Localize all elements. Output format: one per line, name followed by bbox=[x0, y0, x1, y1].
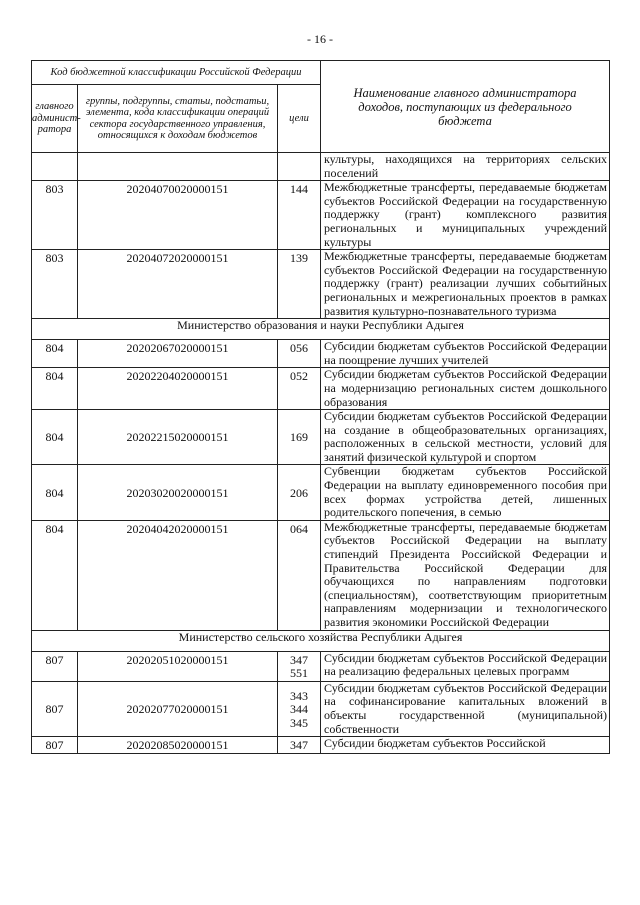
admin-code-cell: 807 bbox=[32, 681, 78, 736]
target-code-cell bbox=[278, 737, 321, 754]
admin-code-cell: 804 bbox=[32, 520, 78, 630]
table-row bbox=[32, 465, 610, 520]
table-row bbox=[32, 737, 610, 754]
table-row bbox=[32, 153, 610, 181]
target-code-cell bbox=[278, 340, 321, 368]
revenue-name-cell: Субсидии бюджетам субъектов Российской Федерации на модернизацию региональных систем дошкольного образования bbox=[321, 368, 610, 410]
target-code: 056 bbox=[290, 341, 308, 356]
admin-code-cell: 807 bbox=[32, 651, 78, 681]
target-code-cell bbox=[278, 520, 321, 630]
admin-code-cell: 804 bbox=[32, 340, 78, 368]
table-body bbox=[32, 153, 610, 754]
classification-code-cell: 20204072020000151 bbox=[78, 250, 278, 319]
target-code-cell bbox=[278, 681, 321, 736]
admin-code-cell: 804 bbox=[32, 465, 78, 520]
header-group-title: Код бюджетной классификации Российской Федерации bbox=[32, 61, 321, 85]
admin-code-cell bbox=[32, 153, 78, 181]
revenue-name-cell: культуры, находящихся на территориях сельских поселений bbox=[321, 153, 610, 181]
target-code: 347 bbox=[290, 652, 308, 667]
classification-code-cell bbox=[78, 153, 278, 181]
admin-code-cell: 803 bbox=[32, 181, 78, 250]
table-row bbox=[32, 181, 610, 250]
table-header bbox=[32, 61, 610, 153]
header-target-column: цели bbox=[278, 85, 321, 153]
revenue-name-cell: Субсидии бюджетам субъектов Российской Федерации на реализацию федеральных целевых программ bbox=[321, 651, 610, 681]
header-admin-column: главного админист-ратора bbox=[32, 85, 78, 153]
classification-code-cell: 20202085020000151 bbox=[78, 737, 278, 754]
target-code: 052 bbox=[290, 369, 308, 384]
target-code: 064 bbox=[290, 521, 308, 536]
classification-code-cell: 20202067020000151 bbox=[78, 340, 278, 368]
page-number: - 16 - bbox=[307, 32, 333, 46]
classification-code-cell: 20204070020000151 bbox=[78, 181, 278, 250]
table-row bbox=[32, 681, 610, 736]
target-code-cell bbox=[278, 181, 321, 250]
header-name-column: Наименование главного администратора доходов, поступающих из федерального бюджета bbox=[321, 61, 610, 153]
target-code-cell bbox=[278, 465, 321, 520]
target-code: 347 bbox=[290, 738, 308, 753]
classification-code-cell: 20204042020000151 bbox=[78, 520, 278, 630]
table-row bbox=[32, 368, 610, 410]
classification-code-cell: 20202204020000151 bbox=[78, 368, 278, 410]
classification-code-cell: 20202051020000151 bbox=[78, 651, 278, 681]
table-row bbox=[32, 651, 610, 681]
revenue-name-cell: Межбюджетные трансферты, передаваемые бюджетам субъектов Российской Федерации на государственную поддержку (грант) комплексного развития региональных и муниципальных учреждений культуры bbox=[321, 181, 610, 250]
target-code-cell bbox=[278, 651, 321, 681]
table-row bbox=[32, 520, 610, 630]
admin-code-cell: 804 bbox=[32, 410, 78, 465]
classification-code-cell: 20203020020000151 bbox=[78, 465, 278, 520]
target-code: 343 bbox=[290, 688, 308, 703]
table-row bbox=[32, 250, 610, 319]
revenue-name-cell: Субсидии бюджетам субъектов Российской bbox=[321, 737, 610, 754]
target-code: 206 bbox=[290, 485, 308, 500]
target-code: 144 bbox=[290, 182, 308, 197]
revenue-name-cell: Субсидии бюджетам субъектов Российской Федерации на софинансирование капитальных вложений в объекты государственной (муниципальной) собственности bbox=[321, 681, 610, 736]
target-code: 344 bbox=[290, 702, 308, 717]
target-code-cell bbox=[278, 250, 321, 319]
section-title: Министерство сельского хозяйства Республики Адыгея bbox=[32, 630, 610, 651]
target-code-cell bbox=[278, 153, 321, 181]
revenue-name-cell: Межбюджетные трансферты, передаваемые бюджетам субъектов Российской Федерации на выплату стипендий Президента Российской Федерации и Правительства Российской Федерации для обучающихся по направлениям подготовки (специальностям), соответствующим приоритетным направлениям модернизации и технологического развития экономики Российской Федерации bbox=[321, 520, 610, 630]
classification-code-cell: 20202215020000151 bbox=[78, 410, 278, 465]
classification-code-cell: 20202077020000151 bbox=[78, 681, 278, 736]
revenue-name-cell: Межбюджетные трансферты, передаваемые бюджетам субъектов Российской Федерации на государственную поддержку (грант) реализации лучших событийных региональных и межрегиональных проектов в рамках развития культурно-познавательного туризма bbox=[321, 250, 610, 319]
section-header-row bbox=[32, 630, 610, 651]
budget-classification-table bbox=[31, 60, 610, 754]
revenue-name-cell: Субсидии бюджетам субъектов Российской Федерации на поощрение лучших учителей bbox=[321, 340, 610, 368]
table-row bbox=[32, 410, 610, 465]
target-code: 551 bbox=[290, 666, 308, 681]
target-code: 139 bbox=[290, 251, 308, 266]
section-header-row bbox=[32, 319, 610, 340]
section-title: Министерство образования и науки Республики Адыгея bbox=[32, 319, 610, 340]
table-row bbox=[32, 340, 610, 368]
admin-code-cell: 803 bbox=[32, 250, 78, 319]
target-code-cell bbox=[278, 410, 321, 465]
target-code-cell bbox=[278, 368, 321, 410]
target-code: 169 bbox=[290, 430, 308, 445]
target-code: 345 bbox=[290, 715, 308, 730]
revenue-name-cell: Субсидии бюджетам субъектов Российской Федерации на создание в общеобразовательных организациях, расположенных в сельской местности, условий для занятий физической культурой и спортом bbox=[321, 410, 610, 465]
revenue-name-cell: Субвенции бюджетам субъектов Российской Федерации на выплату единовременного пособия при всех формах устройства детей, лишенных родительского попечения, в семью bbox=[321, 465, 610, 520]
header-code-column: группы, подгруппы, статьи, подстатьи, элемента, кода классификации операций сектора государственного управления, относящихся к доходам бюджетов bbox=[78, 85, 278, 153]
admin-code-cell: 807 bbox=[32, 737, 78, 754]
admin-code-cell: 804 bbox=[32, 368, 78, 410]
